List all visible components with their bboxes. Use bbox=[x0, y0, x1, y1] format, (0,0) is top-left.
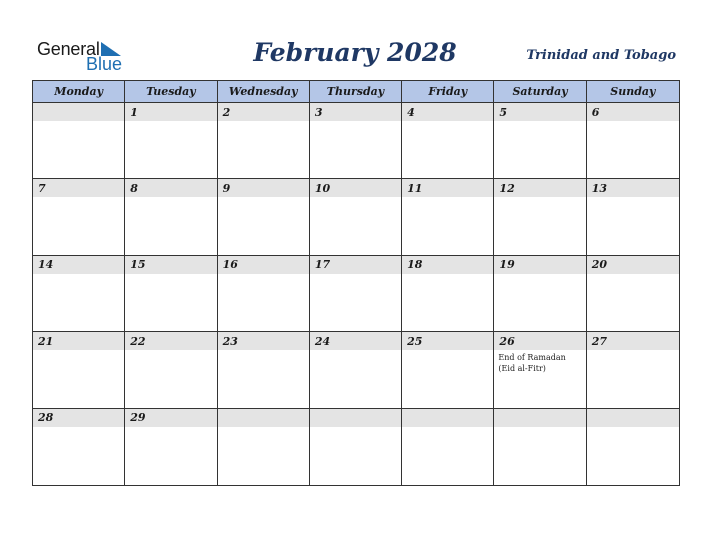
logo-text-blue: Blue bbox=[86, 54, 123, 74]
day-number bbox=[494, 409, 585, 427]
day-number bbox=[587, 409, 679, 427]
day-number: 11 bbox=[402, 179, 493, 197]
day-number: 25 bbox=[402, 332, 493, 350]
day-cell[interactable] bbox=[310, 179, 402, 255]
day-number: 8 bbox=[125, 179, 216, 197]
day-cell[interactable] bbox=[587, 103, 679, 179]
weekday-header-friday: Friday bbox=[402, 81, 494, 103]
country-label: Trinidad and Tobago bbox=[526, 48, 676, 63]
calendar-title: February 2028 bbox=[253, 38, 457, 67]
day-cell[interactable] bbox=[310, 409, 402, 485]
day-cell[interactable] bbox=[494, 256, 586, 332]
day-number: 7 bbox=[33, 179, 124, 197]
day-number bbox=[402, 409, 493, 427]
day-number: 26 bbox=[494, 332, 585, 350]
day-cell[interactable] bbox=[218, 256, 310, 332]
day-cell[interactable] bbox=[33, 409, 125, 485]
day-cell[interactable] bbox=[587, 179, 679, 255]
day-cell[interactable] bbox=[402, 179, 494, 255]
day-cell[interactable] bbox=[125, 409, 217, 485]
day-number: 27 bbox=[587, 332, 679, 350]
day-number: 15 bbox=[125, 256, 216, 274]
day-number bbox=[310, 409, 401, 427]
day-number: 18 bbox=[402, 256, 493, 274]
day-number: 6 bbox=[587, 103, 679, 121]
day-cell[interactable] bbox=[310, 256, 402, 332]
logo-text-general: General bbox=[37, 39, 100, 59]
day-number: 24 bbox=[310, 332, 401, 350]
day-cell[interactable] bbox=[494, 409, 586, 485]
day-number: 20 bbox=[587, 256, 679, 274]
day-number: 29 bbox=[125, 409, 216, 427]
day-cell[interactable] bbox=[402, 409, 494, 485]
day-cell[interactable] bbox=[494, 103, 586, 179]
day-number: 13 bbox=[587, 179, 679, 197]
day-cell[interactable] bbox=[33, 179, 125, 255]
day-cell[interactable] bbox=[125, 256, 217, 332]
day-cell[interactable] bbox=[218, 103, 310, 179]
day-cell[interactable] bbox=[125, 103, 217, 179]
day-cell[interactable] bbox=[402, 103, 494, 179]
day-cell[interactable] bbox=[402, 332, 494, 408]
day-number bbox=[33, 103, 124, 121]
day-number: 3 bbox=[310, 103, 401, 121]
holiday-event: End of Ramadan (Eid al-Fitr) bbox=[498, 353, 566, 374]
day-number: 9 bbox=[218, 179, 309, 197]
day-number: 22 bbox=[125, 332, 216, 350]
day-number bbox=[218, 409, 309, 427]
day-cell[interactable] bbox=[218, 179, 310, 255]
day-cell[interactable] bbox=[125, 332, 217, 408]
logo bbox=[37, 39, 137, 75]
day-cell[interactable] bbox=[494, 332, 586, 408]
day-number: 14 bbox=[33, 256, 124, 274]
day-cell[interactable] bbox=[587, 332, 679, 408]
calendar-grid bbox=[32, 80, 680, 486]
day-number: 10 bbox=[310, 179, 401, 197]
day-cell[interactable] bbox=[402, 256, 494, 332]
day-cell[interactable] bbox=[33, 256, 125, 332]
day-number: 23 bbox=[218, 332, 309, 350]
day-cell[interactable] bbox=[310, 103, 402, 179]
day-number: 5 bbox=[494, 103, 585, 121]
day-number: 17 bbox=[310, 256, 401, 274]
day-number: 21 bbox=[33, 332, 124, 350]
day-cell[interactable] bbox=[125, 179, 217, 255]
day-number: 2 bbox=[218, 103, 309, 121]
day-cell[interactable] bbox=[587, 256, 679, 332]
day-cell[interactable] bbox=[587, 409, 679, 485]
day-number: 16 bbox=[218, 256, 309, 274]
day-cell[interactable] bbox=[310, 332, 402, 408]
weekday-header-tuesday: Tuesday bbox=[125, 81, 217, 103]
day-number: 19 bbox=[494, 256, 585, 274]
day-number: 28 bbox=[33, 409, 124, 427]
day-cell[interactable] bbox=[494, 179, 586, 255]
day-cell[interactable] bbox=[33, 332, 125, 408]
day-cell[interactable] bbox=[33, 103, 125, 179]
day-number: 12 bbox=[494, 179, 585, 197]
day-number: 4 bbox=[402, 103, 493, 121]
weekday-header-saturday: Saturday bbox=[494, 81, 586, 103]
weekday-header-monday: Monday bbox=[33, 81, 125, 103]
day-number: 1 bbox=[125, 103, 216, 121]
day-cell[interactable] bbox=[218, 332, 310, 408]
weekday-header-thursday: Thursday bbox=[310, 81, 402, 103]
weekday-header-wednesday: Wednesday bbox=[218, 81, 310, 103]
weekday-header-sunday: Sunday bbox=[587, 81, 679, 103]
day-cell[interactable] bbox=[218, 409, 310, 485]
